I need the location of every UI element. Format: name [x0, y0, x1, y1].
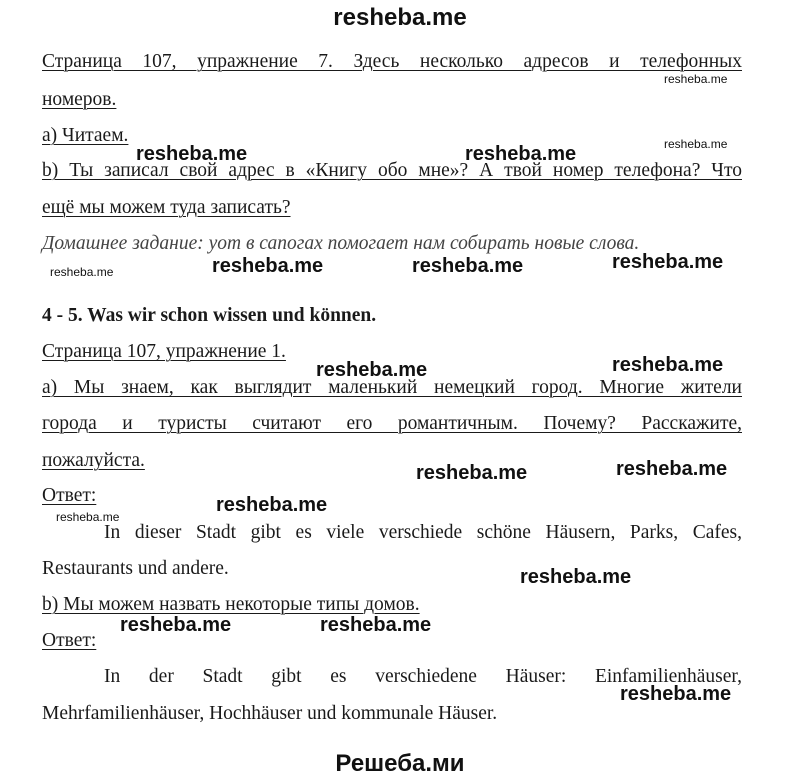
watermark: resheba.me [216, 494, 328, 516]
exercise-7-title-line-1: Страница 107, упражнение 7. Здесь несколько адресов и телефонных [42, 51, 742, 72]
watermark: resheba.me [412, 255, 524, 277]
answer-label-2: Ответ: [42, 630, 97, 651]
watermark: resheba.me [620, 683, 732, 705]
watermark: resheba.me [56, 510, 120, 524]
header-site-watermark: resheba.me [333, 4, 467, 31]
watermark: resheba.me [664, 72, 728, 86]
watermark: resheba.me [520, 566, 632, 588]
exercise-7-part-b-line-2: ещё мы можем туда записать? [42, 197, 291, 218]
watermark: resheba.me [316, 359, 428, 381]
watermark: resheba.me [120, 614, 232, 636]
exercise-1-title: Страница 107, упражнение 1. [42, 341, 286, 362]
answer-2-line-2: Mehrfamilienhäuser, Hochhäuser und kommunale Häuser. [42, 703, 498, 724]
exercise-7-title-line-2: номеров. [42, 89, 117, 110]
homework-note: Домашнее задание: уот в сапогах помогает нам собирать новые слова. [42, 233, 640, 254]
watermark: resheba.me [664, 137, 728, 151]
answer-1-line-1: In dieser Stadt gibt es viele verschiede schöne Häusern, Parks, Cafes, [104, 522, 742, 543]
watermark: resheba.me [416, 462, 528, 484]
watermark: resheba.me [612, 354, 724, 376]
answer-2-line-1: In der Stadt gibt es verschiedene Häuser: Einfamilienhäuser, [104, 666, 742, 687]
watermark: resheba.me [50, 265, 114, 279]
watermark: resheba.me [320, 614, 432, 636]
exercise-7-part-a: а) Читаем. [42, 125, 129, 146]
watermark: resheba.me [616, 458, 728, 480]
exercise-1-part-a-line-2: города и туристы считают его романтичным. Почему? Расскажите, [42, 413, 742, 434]
exercise-7-part-b-line-1: b) Ты записал свой адрес в «Книгу обо мне»? А твой номер телефона? Что [42, 160, 742, 181]
answer-label-1: Ответ: [42, 485, 97, 506]
exercise-1-part-a-line-1: а) Мы знаем, как выглядит маленький немецкий город. Многие жители [42, 377, 742, 398]
answer-1-line-2: Restaurants und andere. [42, 558, 229, 579]
exercise-1-part-a-line-3: пожалуйста. [42, 450, 145, 471]
footer-site-watermark: Решеба.ми [335, 750, 465, 777]
exercise-1-part-b: b) Мы можем назвать некоторые типы домов. [42, 594, 420, 615]
watermark: resheba.me [612, 251, 724, 273]
watermark: resheba.me [136, 143, 248, 165]
watermark: resheba.me [465, 143, 577, 165]
section-heading: 4 - 5. Was wir schon wissen und können. [42, 305, 377, 326]
watermark: resheba.me [212, 255, 324, 277]
